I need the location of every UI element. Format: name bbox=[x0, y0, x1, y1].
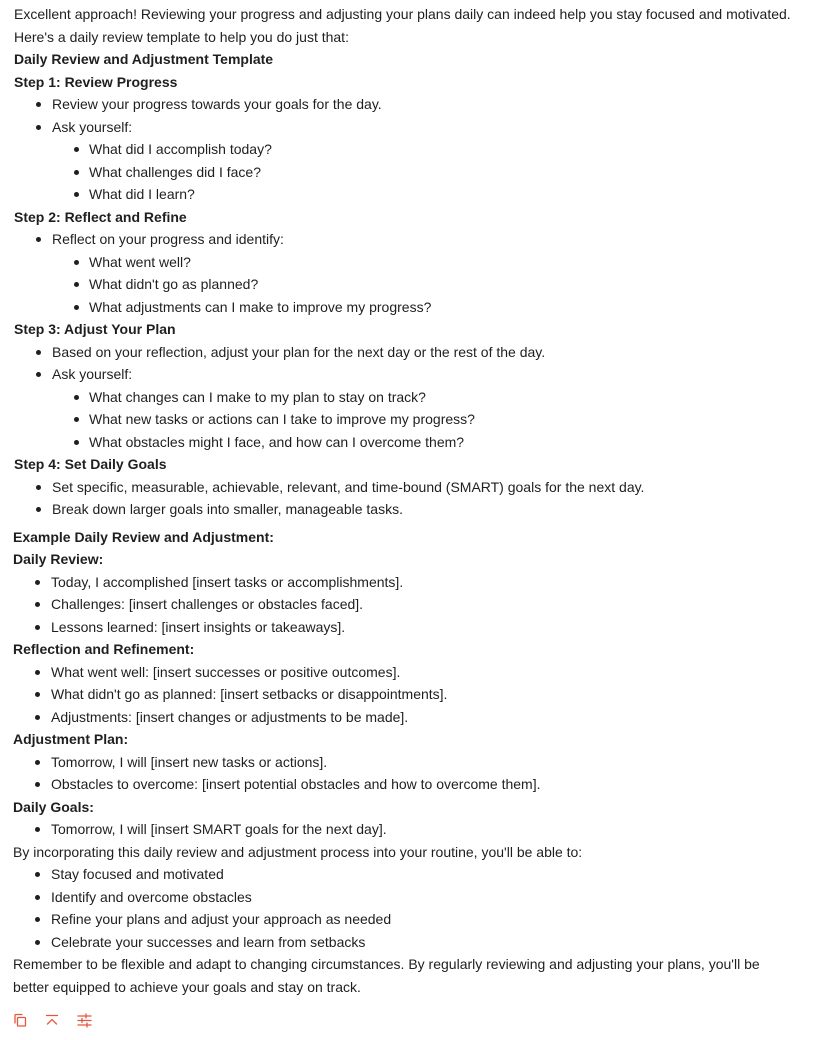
settings-sliders-icon bbox=[77, 1013, 92, 1028]
bullet-list bbox=[13, 818, 819, 841]
bullet-list bbox=[13, 863, 819, 953]
intro-text: Here's a daily review template to help you do just that: bbox=[14, 28, 349, 45]
list-item: What didn't go as planned: [insert setbacks or disappointments]. bbox=[13, 683, 819, 706]
list-item: Identify and overcome obstacles bbox=[13, 886, 819, 909]
bullet-list bbox=[13, 661, 819, 729]
list-item: What went well: [insert successes or positive outcomes]. bbox=[13, 661, 819, 684]
settings-button[interactable] bbox=[76, 1012, 92, 1028]
example-title: Example Daily Review and Adjustment: bbox=[13, 528, 274, 545]
example-section bbox=[13, 526, 819, 999]
copy-icon bbox=[13, 1013, 27, 1027]
list-item: Celebrate your successes and learn from setbacks bbox=[13, 931, 819, 954]
closing-text: better equipped to achieve your goals and stay on track. bbox=[13, 978, 361, 995]
list-item: Tomorrow, I will [insert SMART goals for the next day]. bbox=[13, 818, 819, 841]
intro-text: Excellent approach! Reviewing your progress and adjusting your plans daily can indeed help you stay focused and motivated. bbox=[14, 6, 791, 22]
list-item: Tomorrow, I will [insert new tasks or actions]. bbox=[13, 751, 819, 774]
list-item: Obstacles to overcome: [insert potential obstacles and how to overcome them]. bbox=[13, 773, 819, 796]
copy-button[interactable] bbox=[12, 1012, 28, 1028]
list-item: Based on your reflection, adjust your plan for the next day or the rest of the day. bbox=[14, 341, 819, 364]
list-item: Reflect on your progress and identify: bbox=[14, 228, 819, 251]
list-item: Today, I accomplished [insert tasks or accomplishments]. bbox=[13, 571, 819, 594]
list-item: Ask yourself: bbox=[14, 363, 819, 386]
bullet-list bbox=[14, 341, 819, 454]
sub-list-item: What didn't go as planned? bbox=[14, 273, 819, 296]
step-heading: Step 1: Review Progress bbox=[14, 73, 178, 90]
list-item: Lessons learned: [insert insights or takeaways]. bbox=[13, 616, 819, 639]
collapse-up-icon bbox=[45, 1013, 59, 1027]
sub-list-item: What went well? bbox=[14, 251, 819, 274]
sub-list-item: What did I learn? bbox=[14, 183, 819, 206]
closing-text: Remember to be flexible and adapt to changing circumstances. By regularly reviewing and adjusting your plans, you'll be bbox=[13, 956, 760, 972]
list-item: Challenges: [insert challenges or obstacles faced]. bbox=[13, 593, 819, 616]
list-item: Set specific, measurable, achievable, relevant, and time-bound (SMART) goals for the next day. bbox=[14, 476, 819, 499]
list-item: Ask yourself: bbox=[14, 116, 819, 139]
closing-intro: By incorporating this daily review and adjustment process into your routine, you'll be able to: bbox=[13, 843, 583, 860]
bullet-list bbox=[14, 93, 819, 206]
sub-list-item: What challenges did I face? bbox=[14, 161, 819, 184]
step-heading: Step 2: Reflect and Refine bbox=[14, 208, 187, 225]
sub-list-item: What adjustments can I make to improve my progress? bbox=[14, 296, 819, 319]
collapse-button[interactable] bbox=[44, 1012, 60, 1028]
section-heading: Daily Review: bbox=[13, 551, 104, 567]
message-actions-toolbar bbox=[12, 1012, 92, 1028]
list-item: Break down larger goals into smaller, manageable tasks. bbox=[14, 498, 819, 521]
bullet-list bbox=[13, 751, 819, 796]
sub-list-item: What did I accomplish today? bbox=[14, 138, 819, 161]
list-item: Adjustments: [insert changes or adjustments to be made]. bbox=[13, 706, 819, 729]
step-heading: Step 4: Set Daily Goals bbox=[14, 456, 167, 472]
sub-list-item: What obstacles might I face, and how can I overcome them? bbox=[14, 431, 819, 454]
list-item: Refine your plans and adjust your approach as needed bbox=[13, 908, 819, 931]
sub-list-item: What new tasks or actions can I take to improve my progress? bbox=[14, 408, 819, 431]
bullet-list bbox=[14, 228, 819, 318]
section-heading: Reflection and Refinement: bbox=[13, 641, 195, 657]
bullet-list bbox=[13, 571, 819, 639]
section-heading: Daily Goals: bbox=[13, 798, 94, 815]
bullet-list bbox=[14, 476, 819, 521]
step-heading: Step 3: Adjust Your Plan bbox=[14, 321, 176, 337]
list-item: Stay focused and motivated bbox=[13, 863, 819, 886]
assistant-message bbox=[14, 3, 819, 998]
list-item: Review your progress towards your goals for the day. bbox=[14, 93, 819, 116]
sub-list-item: What changes can I make to my plan to stay on track? bbox=[14, 386, 819, 409]
template-title: Daily Review and Adjustment Template bbox=[14, 51, 274, 67]
section-heading: Adjustment Plan: bbox=[13, 731, 129, 747]
